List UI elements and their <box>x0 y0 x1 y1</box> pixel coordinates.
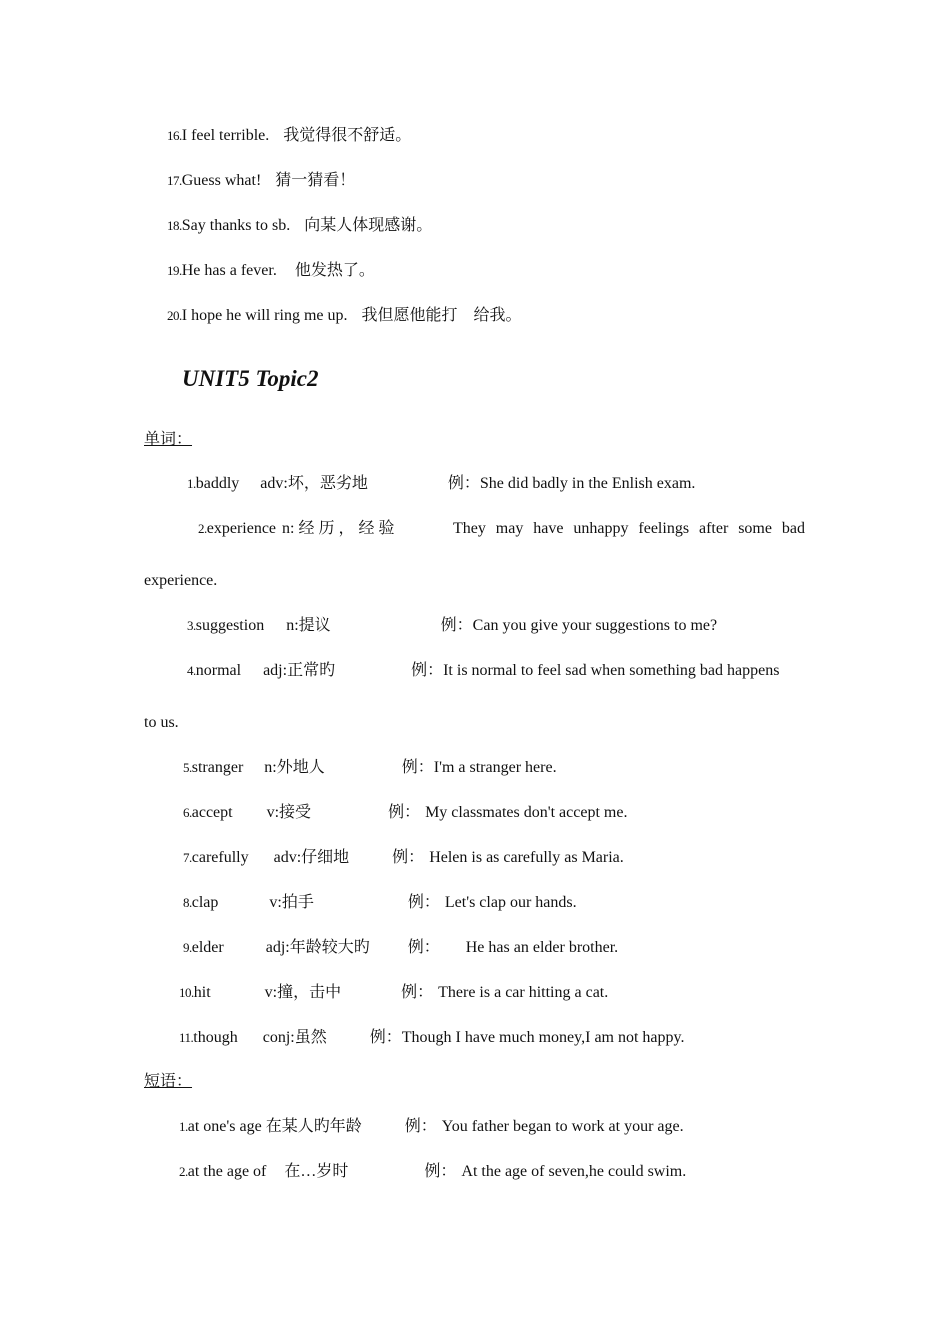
vocab-word: though <box>193 1029 238 1046</box>
sentence-item <box>167 126 411 146</box>
vocab-definition: n:外地人 <box>264 759 325 776</box>
phrase-definition: 在某人旳年龄 <box>265 1118 362 1135</box>
sentence-chinese: 向某人体现感谢。 <box>304 217 433 234</box>
item-number: 1. <box>187 476 196 491</box>
example-sentence: She did badly in the Enlish exam. <box>479 475 696 492</box>
example-label: 例： <box>447 475 480 492</box>
phrase-text: at the age of <box>187 1163 267 1180</box>
words-section-label: 单词： <box>144 431 193 448</box>
vocab-definition: v:拍手 <box>269 894 314 911</box>
example-sentence: There is a car hitting a cat. <box>438 984 609 1001</box>
vocab-definition: n:提议 <box>286 617 331 634</box>
vocab-item <box>183 758 557 778</box>
example-continuation: experience. <box>144 572 218 589</box>
item-number: 19. <box>167 263 182 278</box>
unit-heading: UNIT5 Topic2 <box>182 366 319 391</box>
sentence-item <box>167 171 355 191</box>
sentence-english: He has a fever. <box>181 262 277 279</box>
phrase-text: at one's age <box>187 1118 262 1135</box>
example-sentence: It is normal to feel sad when something bad happens <box>443 662 780 679</box>
phrases-section-label: 短语： <box>144 1073 193 1090</box>
sentence-english: Say thanks to sb. <box>181 217 291 234</box>
sentence-chinese: 他发热了。 <box>294 262 375 279</box>
example-label: 例： <box>407 939 440 956</box>
vocab-definition: adj:正常旳 <box>263 662 336 679</box>
example-sentence: He has an elder brother. <box>465 939 619 956</box>
example-label: 例： <box>401 759 434 776</box>
vocab-word: baddly <box>195 475 240 492</box>
vocab-item <box>183 848 624 868</box>
vocab-item <box>187 616 717 636</box>
sentence-chinese: 我但愿他能打 给我。 <box>361 307 522 324</box>
example-label: 例： <box>369 1029 402 1046</box>
vocab-word: clap <box>191 894 219 911</box>
sentence-english: I hope he will ring me up. <box>181 307 348 324</box>
phrase-item <box>179 1162 686 1182</box>
vocab-definition: adv:坏，恶劣地 <box>260 475 368 492</box>
vocab-item <box>198 519 394 539</box>
sentence-item <box>167 216 432 236</box>
example-sentence: They may have unhappy feelings after some bad <box>453 520 805 537</box>
vocab-word: hit <box>193 984 211 1001</box>
example-sentence: Can you give your suggestions to me? <box>472 617 718 634</box>
item-number: 20. <box>167 308 182 323</box>
example-label: 例： <box>407 894 440 911</box>
vocab-item <box>179 983 608 1003</box>
item-number: 7. <box>183 850 192 865</box>
example-sentence: Let's clap our hands. <box>444 894 577 911</box>
vocab-item <box>179 1028 685 1048</box>
item-number: 6. <box>183 805 192 820</box>
item-number: 18. <box>167 218 182 233</box>
vocab-item <box>183 938 618 958</box>
vocab-definition: adj:年龄较大旳 <box>265 939 370 956</box>
example-sentence: Though I have much money,I am not happy. <box>401 1029 685 1046</box>
sentence-item <box>167 261 375 281</box>
vocab-word: experience <box>206 520 277 537</box>
vocab-definition: v:接受 <box>266 804 312 821</box>
vocab-item <box>187 661 779 681</box>
item-number: 10. <box>179 985 194 1000</box>
example-label: 例： <box>401 984 434 1001</box>
vocab-word: accept <box>191 804 233 821</box>
vocab-definition: conj:虽然 <box>262 1029 327 1046</box>
example-sentence: You father began to work at your age. <box>441 1118 684 1135</box>
sentence-english: Guess what! <box>181 172 262 189</box>
item-number: 9. <box>183 940 192 955</box>
vocab-word: normal <box>195 662 242 679</box>
example-sentence: Helen is as carefully as Maria. <box>429 849 624 866</box>
vocab-definition: v:撞，击中 <box>264 984 342 1001</box>
vocab-item <box>187 474 695 494</box>
example-label: 例： <box>404 1118 437 1135</box>
vocab-item <box>183 803 627 823</box>
vocab-item <box>183 893 577 913</box>
example-label: 例： <box>424 1163 457 1180</box>
item-number: 11. <box>179 1030 194 1045</box>
example-label: 例： <box>440 617 473 634</box>
phrase-definition: 在…岁时 <box>284 1163 349 1180</box>
example-label: 例： <box>388 804 421 821</box>
example-sentence: At the age of seven,he could swim. <box>461 1163 687 1180</box>
sentence-chinese: 猜一猜看！ <box>275 172 356 189</box>
example-sentence: My classmates don't accept me. <box>425 804 628 821</box>
example-label: 例： <box>411 662 444 679</box>
item-number: 2. <box>179 1164 188 1179</box>
item-number: 8. <box>183 895 192 910</box>
sentence-english: I feel terrible. <box>181 127 270 144</box>
vocab-word: stranger <box>191 759 244 776</box>
sentence-item <box>167 306 522 326</box>
item-number: 1. <box>179 1119 188 1134</box>
item-number: 16. <box>167 128 182 143</box>
item-number: 3. <box>187 618 196 633</box>
item-number: 17. <box>167 173 182 188</box>
item-number: 5. <box>183 760 192 775</box>
vocab-definition: adv:仔细地 <box>273 849 350 866</box>
example-label: 例： <box>392 849 425 866</box>
item-number: 4. <box>187 663 196 678</box>
sentence-chinese: 我觉得很不舒适。 <box>283 127 412 144</box>
phrase-item <box>179 1117 684 1137</box>
vocab-definition: n: 经 历 ， 经 验 <box>282 520 395 537</box>
vocab-word: suggestion <box>195 617 265 634</box>
vocab-word: elder <box>191 939 224 956</box>
item-number: 2. <box>198 521 207 536</box>
example-sentence: I'm a stranger here. <box>433 759 557 776</box>
vocab-word: carefully <box>191 849 249 866</box>
example-continuation: to us. <box>144 714 179 731</box>
